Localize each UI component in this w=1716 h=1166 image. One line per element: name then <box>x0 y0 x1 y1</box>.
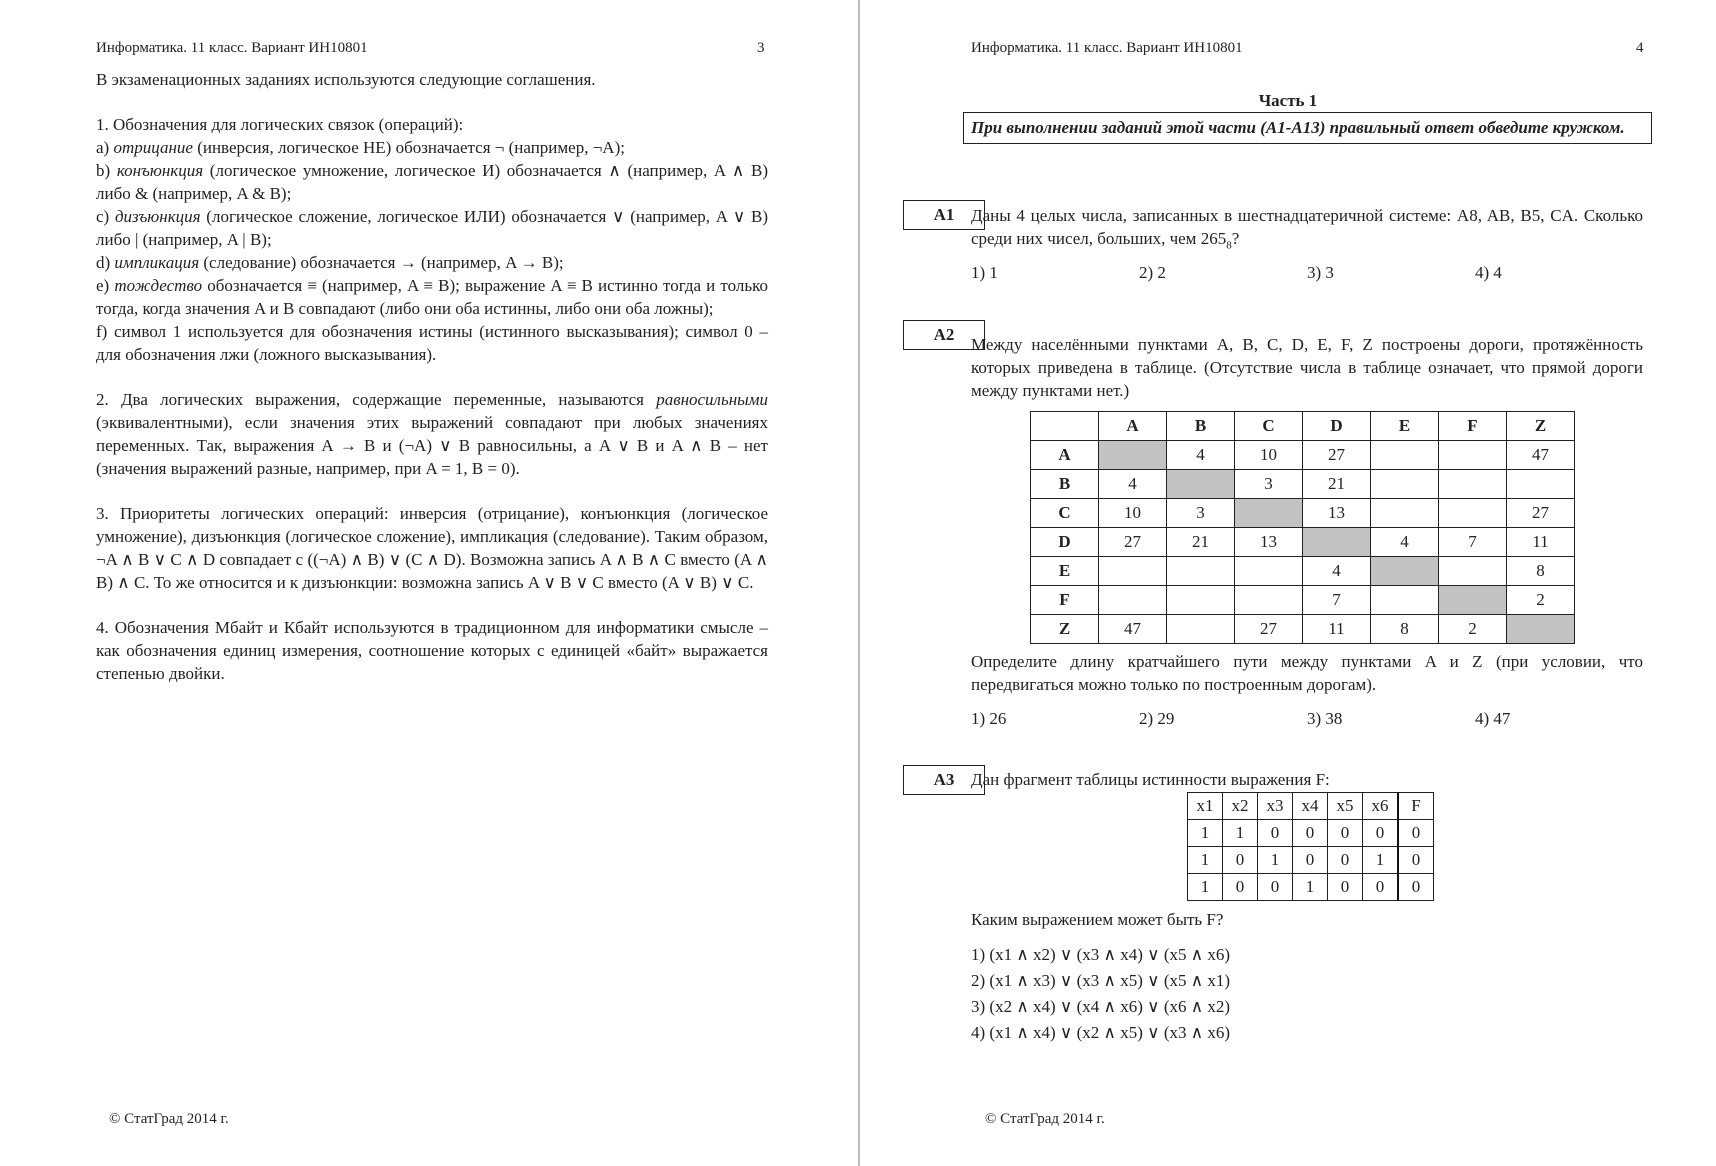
part-title: Часть 1 <box>1258 91 1318 110</box>
table-cell: 47 <box>1099 615 1167 644</box>
section-4: 4. Обозначения Мбайт и Кбайт используются в традиционном для информатики смысле – как обозначения единиц измерения, соотношение которых с единицей «байт» выражается степенью двойки. <box>96 618 768 683</box>
table-row <box>1031 470 1575 499</box>
table-cell <box>1439 586 1507 615</box>
column-header: C <box>1235 412 1303 441</box>
table-cell: 1 <box>1258 847 1293 874</box>
table-cell <box>1439 470 1507 499</box>
task-a2-question: Определите длину кратчайшего пути между пунктами A и Z (при условии, что передвигаться можно только по построенным дорогам). <box>971 652 1643 694</box>
table-cell <box>1371 586 1439 615</box>
task-label-a3: А3 <box>903 765 985 795</box>
option[interactable]: 2) 2 <box>1139 263 1166 282</box>
table-cell: 13 <box>1303 499 1371 528</box>
table-cell: 4 <box>1099 470 1167 499</box>
option[interactable]: 1) (x1 ∧ x2) ∨ (x3 ∧ x4) ∨ (x5 ∧ x6) <box>971 945 1231 964</box>
table-cell: 0 <box>1328 820 1363 847</box>
page-number: 3 <box>757 40 765 56</box>
page-footer: © СтатГрад 2014 г. <box>985 1111 1105 1127</box>
row-header: A <box>1031 441 1099 470</box>
table-cell: 7 <box>1303 586 1371 615</box>
distance-table <box>1030 411 1575 644</box>
table-cell <box>1371 499 1439 528</box>
column-header: x4 <box>1293 793 1328 820</box>
table-cell: 4 <box>1303 557 1371 586</box>
page-header: Информатика. 11 класс. Вариант ИН10801 <box>96 40 368 56</box>
column-header: D <box>1303 412 1371 441</box>
column-header: F <box>1439 412 1507 441</box>
table-cell: 21 <box>1167 528 1235 557</box>
table-cell <box>1167 470 1235 499</box>
table-cell: 8 <box>1371 615 1439 644</box>
table-cell: 11 <box>1507 528 1575 557</box>
task-a1-text: Даны 4 целых числа, записанных в шестнадцатеричной системе: A8, AB, B5, CA. Сколько среди них чисел, больших, чем $265_8$? <box>971 206 1643 252</box>
table-cell <box>1235 557 1303 586</box>
table-cell <box>1371 470 1439 499</box>
column-header: F <box>1398 793 1434 820</box>
row-header: C <box>1031 499 1099 528</box>
table-cell: 3 <box>1235 470 1303 499</box>
option[interactable]: 3) 3 <box>1307 263 1334 282</box>
column-header: x6 <box>1363 793 1399 820</box>
table-cell: 7 <box>1439 528 1507 557</box>
option[interactable]: 2) 29 <box>1139 709 1175 728</box>
column-header: x1 <box>1188 793 1223 820</box>
table-header-row <box>1188 793 1434 820</box>
table-cell: 27 <box>1235 615 1303 644</box>
option[interactable]: 2) (x1 ∧ x3) ∨ (x3 ∧ x5) ∨ (x5 ∧ x1) <box>971 971 1231 990</box>
table-row <box>1031 615 1575 644</box>
table-cell: 13 <box>1235 528 1303 557</box>
table-cell: 0 <box>1328 874 1363 901</box>
table-cell: 0 <box>1293 820 1328 847</box>
task-label-a2: А2 <box>903 320 985 350</box>
option[interactable]: 4) (x1 ∧ x4) ∨ (x2 ∧ x5) ∨ (x3 ∧ x6) <box>971 1023 1231 1042</box>
table-cell: 1 <box>1188 874 1223 901</box>
item-e: e) тождество обозначается ≡ (например, A ≡ B); выражение A ≡ B истинно тогда и только тогда, когда значения A и B совпадают (либо они оба истинны, либо они оба ложны); <box>96 276 768 318</box>
table-cell <box>1439 441 1507 470</box>
table-cell: 11 <box>1303 615 1371 644</box>
table-cell <box>1439 499 1507 528</box>
table-cell <box>1303 528 1371 557</box>
item-b: b) конъюнкция (логическое умножение, логическое И) обозначается ∧ (например, A ∧ B) либо & (например, A & B); <box>96 161 768 203</box>
option[interactable]: 3) (x2 ∧ x4) ∨ (x4 ∧ x6) ∨ (x6 ∧ x2) <box>971 997 1231 1016</box>
table-row <box>1031 499 1575 528</box>
task-a2-text: Между населёнными пунктами A, B, C, D, E, F, Z построены дороги, протяжённость которых приведена в таблице. (Отсутствие числа в таблице означает, что прямой дороги между пунктами нет.) <box>971 335 1643 400</box>
table-cell <box>1167 615 1235 644</box>
table-cell: 10 <box>1099 499 1167 528</box>
table-cell <box>1371 557 1439 586</box>
intro: В экзаменационных заданиях используются следующие соглашения. <box>96 70 596 89</box>
row-header: D <box>1031 528 1099 557</box>
page-number: 4 <box>1636 40 1644 56</box>
table-row <box>1031 586 1575 615</box>
table-cell: 21 <box>1303 470 1371 499</box>
table-cell: 47 <box>1507 441 1575 470</box>
table-row <box>1188 820 1434 847</box>
table-row <box>1031 557 1575 586</box>
column-header: x5 <box>1328 793 1363 820</box>
table-cell: 0 <box>1258 820 1293 847</box>
table-cell <box>1099 557 1167 586</box>
option[interactable]: 4) 47 <box>1475 709 1511 728</box>
table-cell: 4 <box>1167 441 1235 470</box>
row-header: Z <box>1031 615 1099 644</box>
page-footer: © СтатГрад 2014 г. <box>109 1111 229 1127</box>
option[interactable]: 4) 4 <box>1475 263 1502 282</box>
task-label-a1: А1 <box>903 200 985 230</box>
table-row <box>1031 441 1575 470</box>
right-page <box>860 0 1716 1166</box>
table-cell <box>1507 470 1575 499</box>
table-cell: 0 <box>1258 874 1293 901</box>
table-cell <box>1507 615 1575 644</box>
table-cell <box>1099 441 1167 470</box>
table-cell: 27 <box>1099 528 1167 557</box>
section-2: 2. Два логических выражения, содержащие переменные, называются равносильными (эквивалентными), если значения этих выражений совпадают при любых значениях переменных. Так, выражения A → B и (¬A) ∨ B равносильны, а A ∨ B и A ∧ B – нет (значения выражений разные, например, при A = 1, B = 0). <box>96 390 768 478</box>
item-d: d) импликация (следование) обозначается → (например, A → B); <box>96 253 564 272</box>
table-cell <box>1439 557 1507 586</box>
table-row <box>1188 847 1434 874</box>
option[interactable]: 1) 1 <box>971 263 998 282</box>
table-cell: 4 <box>1371 528 1439 557</box>
row-header: E <box>1031 557 1099 586</box>
instruction-box: При выполнении заданий этой части (А1-А13) правильный ответ обведите кружком. <box>963 112 1652 144</box>
table-cell: 27 <box>1303 441 1371 470</box>
table-cell: 1 <box>1293 874 1328 901</box>
option[interactable]: 3) 38 <box>1307 709 1343 728</box>
table-cell: 0 <box>1293 847 1328 874</box>
table-cell <box>1099 586 1167 615</box>
table-cell: 0 <box>1398 847 1434 874</box>
table-cell <box>1167 586 1235 615</box>
table-cell: 2 <box>1507 586 1575 615</box>
table-cell <box>1371 441 1439 470</box>
conventions-text <box>96 68 768 685</box>
column-header: x3 <box>1258 793 1293 820</box>
table-cell: 0 <box>1223 847 1258 874</box>
table-cell: 1 <box>1188 847 1223 874</box>
table-cell: 0 <box>1363 820 1399 847</box>
table-row <box>1031 528 1575 557</box>
table-cell: 10 <box>1235 441 1303 470</box>
column-header: B <box>1167 412 1235 441</box>
task-a3-question: Каким выражением может быть F? <box>971 910 1224 929</box>
table-cell: 0 <box>1398 874 1434 901</box>
table-cell: 1 <box>1188 820 1223 847</box>
table-cell: 27 <box>1507 499 1575 528</box>
option[interactable]: 1) 26 <box>971 709 1007 728</box>
table-cell: 0 <box>1328 847 1363 874</box>
table-cell <box>1235 586 1303 615</box>
table-header-row <box>1031 412 1575 441</box>
section-1-title: 1. Обозначения для логических связок (операций): <box>96 115 464 134</box>
table-cell: 3 <box>1167 499 1235 528</box>
table-cell: 1 <box>1363 847 1399 874</box>
table-cell: 0 <box>1398 820 1434 847</box>
task-a3-text: Дан фрагмент таблицы истинности выражения F: <box>971 770 1330 789</box>
table-cell <box>1167 557 1235 586</box>
item-f: f) символ 1 используется для обозначения истины (истинного высказывания); символ 0 – для обозначения лжи (ложного высказывания). <box>96 322 768 364</box>
column-header: E <box>1371 412 1439 441</box>
table-cell <box>1235 499 1303 528</box>
table-cell: 0 <box>1363 874 1399 901</box>
table-cell: 2 <box>1439 615 1507 644</box>
task-a3-options <box>971 942 1230 1046</box>
column-header: x2 <box>1223 793 1258 820</box>
table-cell: 8 <box>1507 557 1575 586</box>
column-header <box>1031 412 1099 441</box>
item-c: c) дизъюнкция (логическое сложение, логическое ИЛИ) обозначается ∨ (например, A ∨ B) либо | (например, A | B); <box>96 207 769 249</box>
table-cell: 0 <box>1223 874 1258 901</box>
table-row <box>1188 874 1434 901</box>
column-header: A <box>1099 412 1167 441</box>
row-header: F <box>1031 586 1099 615</box>
item-a: a) отрицание (инверсия, логическое НЕ) обозначается ¬ (например, ¬A); <box>96 138 625 157</box>
truth-table <box>1187 792 1434 901</box>
column-header: Z <box>1507 412 1575 441</box>
row-header: B <box>1031 470 1099 499</box>
section-3: 3. Приоритеты логических операций: инверсия (отрицание), конъюнкция (логическое умножение), дизъюнкция (логическое сложение), импликация (следование). Таким образом, ¬A ∧ B ∨ C ∧ D совпадает с ((¬A) ∧ B) ∨ (C ∧ D). Возможна запись A ∧ B ∧ C вместо (A ∧ B) ∧ C. То же относится и к дизъюнкции: возможна запись A ∨ B ∨ C вместо (A ∨ B) ∨ C. <box>96 504 768 592</box>
table-cell: 1 <box>1223 820 1258 847</box>
page-header: Информатика. 11 класс. Вариант ИН10801 <box>971 40 1243 56</box>
